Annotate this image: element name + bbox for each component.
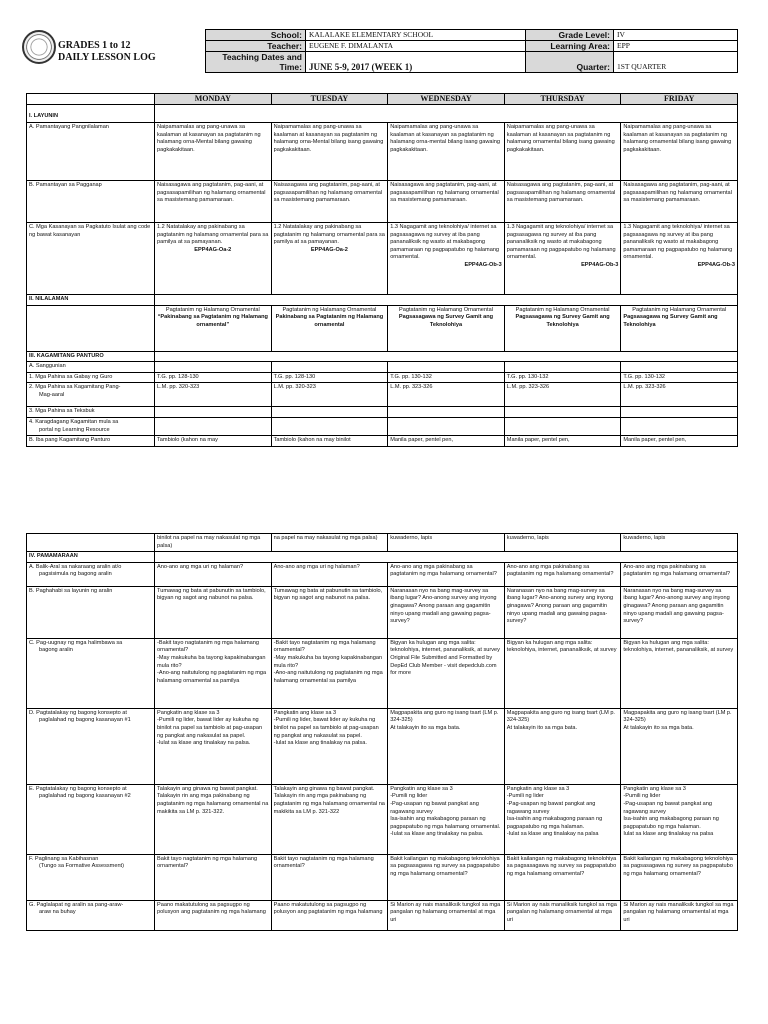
cell-iba2-tuesday: na papel na may nakasulat ng mga palsa)	[271, 534, 388, 552]
cell-pe-tuesday: Talakayin ang ginawa ng bawat pangkat. Talakayin rin ang mga pakinabang ng pagtatanim ng mga halamang ornamental na makikita sa LM p. 321-322	[271, 784, 388, 854]
cell-c-thursday: 1.3 Nagagamit ang teknolohiya/ internet sa pagsasagawa ng survey at iba pang pananaliksik ng wasto at makabagong pamamaraan ng pagpapatubo ng halamang ornamental. EPP4AG-Ob-3	[504, 223, 621, 295]
cell-iba2-monday: binilot na papel na may nakasulat ng mga palsa)	[155, 534, 272, 552]
row-label-kasanayan: C. Mga Kasanayan sa Pagkatuto Isulat ang code ng bawat kasanayan	[27, 223, 155, 295]
cell-lm-monday: L.M. pp. 320-323	[155, 383, 272, 407]
cell-pc-thursday: Bigyan ka hulugan ang mga salita: teknolohiya, internet, pananaliksik, at survey	[504, 638, 621, 708]
section-kagamitang-panturo: III. KAGAMITANG PANTURO	[27, 351, 155, 362]
log-title: GRADES 1 to 12 DAILY LESSON LOG	[58, 40, 156, 63]
cell-iba-thursday: Manila paper, pentel pen,	[504, 436, 621, 447]
cell-lm-wednesday: L.M. pp. 323-326	[388, 383, 505, 407]
cell-pa-monday: Ano-ano ang mga uri ng halaman?	[155, 562, 272, 586]
header-info-table	[205, 29, 738, 73]
cell-iba2-thursday: kuwaderno, lapis	[504, 534, 621, 552]
cell-pc-monday: -Bakit tayo nagtatanim ng mga halamang ornamental? -May makukuha ba tayong kapakinabangan mula rito? -Ano-ang naitutulong ng pagtatanim ng mga halamang ornamental sa pamilya	[155, 638, 272, 708]
cell-pd-thursday: Magpapakita ang guro ng isang tsart (LM p. 324-325) At talakayin ito sa mga bata.	[504, 708, 621, 784]
area-value: EPP	[614, 41, 738, 52]
cell-pf-wednesday: Bakit kailangan ng makabagong teknolohiya sa pagsasagawa ng survey sa pagpapatubo ng mga halamang ornamental?	[388, 854, 505, 900]
row-label-teksbuk: 3. Mga Pahina sa Teksbuk	[27, 407, 155, 418]
cell-b-tuesday: Naisasagawa ang pagtatanim, pag-aani, at pagsasapamilihan ng halamang ornamental sa masistemang pamamaraan.	[271, 181, 388, 223]
document-header	[0, 0, 768, 80]
cell-a-monday: Naipamamalas ang pang-unawa sa kaalaman at kasanayan sa pagtatanim ng halamang orna-Mental bilang gawaing pagkakakitaan.	[155, 123, 272, 181]
cell-tg-friday: T.G. pp. 130-132	[621, 372, 738, 383]
cell-pf-friday: Bakit kailangan ng makabagong teknolohiya sa pagsasagawa ng survey sa pagpapatubo ng mga halamang ornamental?	[621, 854, 738, 900]
row-label-paglalapat: G. Paglalapat ng aralin sa pang-araw- araw na buhay	[27, 900, 155, 930]
cell-b-friday: Naisasagawa ang pagtatanim, pag-aani, at pagsasapamilihan ng halamang ornamental sa masistemang pamamaraan.	[621, 181, 738, 223]
cell-pb-tuesday: Tumawag ng bata at pabunutin sa tambiolo, bigyan ng sagot ang nabunot na palsa.	[271, 586, 388, 638]
cell-pd-wednesday: Magpapakita ang guro ng isang tsart (LM p. 324-325) At talakayin ito sa mga bata.	[388, 708, 505, 784]
row-label-paghahabi: B. Paghahabi sa layunin ng aralin	[27, 586, 155, 638]
cell-nil-wednesday: Pagtatanim ng Halamang Ornamental Pagsasagawa ng Survey Gamit ang Teknolohiya	[388, 305, 505, 351]
cell-pg-monday: Paano makatutulong sa pagsugpo ng polusyon ang pagtatanim ng mga halamang	[155, 900, 272, 930]
cell-pa-wednesday: Ano-ano ang mga pakinabang sa pagtatanim ng mga halamang ornamental?	[388, 562, 505, 586]
cell-pd-friday: Magpapakita ang guro ng isang tsart (LM p. 324-325) At talakayin ito sa mga bata.	[621, 708, 738, 784]
cell-pb-thursday: Naranasan nyo na bang mag-survey sa ibang lugar? Ano-anong survey ang inyong ginagawa? Anong paraan ang gagamitin ninyo upang madali ang gawaing pagsa-survey?	[504, 586, 621, 638]
row-label-pamantayan-sa-pagganap: B. Pamantayan sa Pagganap	[27, 181, 155, 223]
cell-lm-thursday: L.M. pp. 323-326	[504, 383, 621, 407]
area-label: Learning Area:	[526, 41, 614, 52]
cell-pe-monday: Talakayin ang ginawa ng bawat pangkat. Talakayin rin ang mga pakinabang ng pagtatanim ng mga halamang ornamental na makikita sa LM p. 321-322.	[155, 784, 272, 854]
cell-pb-monday: Tumawag ng bata at pabunutin sa tambiolo, bigyan ng sagot ang nabunot na palsa.	[155, 586, 272, 638]
day-wednesday: WEDNESDAY	[388, 94, 505, 105]
cell-pf-thursday: Bakit kailangan ng makabagong teknolohiya sa pagsasagawa ng survey sa pagpapatubo ng mga halamang ornamental?	[504, 854, 621, 900]
row-label-balik-aral: A. Balik-Aral sa nakaraang aralin at/o pagsisimula ng bagong aralin	[27, 562, 155, 586]
cell-c-friday: 1.3 Nagagamit ang teknolohiya/ internet sa pagsasagawa ng survey at iba pang pananaliksik ng wasto at makabagong pamamaraan ng pagpapatubo ng halamang ornamental. EPP4AG-Ob-3	[621, 223, 738, 295]
row-label-karagdagang-kagamitan: 4. Karagdagang Kagamitan mula sa portal ng Learning Resource	[27, 417, 155, 435]
row-label-pagtatalakay-2: E. Pagtatalakay ng bagong konsepto at paglalahad ng bagong kasanayan #2	[27, 784, 155, 854]
cell-nil-thursday: Pagtatanim ng Halamang Ornamental Pagsasagawa ng Survey Gamit ang Teknolohiya	[504, 305, 621, 351]
cell-pe-friday: Pangkatin ang klase sa 3 -Pumili ng lider -Pag-usapan ng bawat pangkat ang ragawang survey Isa-isahin ang makabagong paraan ng pagpapatubo ng mga halaman. Iulat sa klase ang tinalakay na palsa	[621, 784, 738, 854]
cell-pf-monday: Bakit tayo nagtatanim ng mga halamang ornamental?	[155, 854, 272, 900]
corner-cell	[27, 94, 155, 105]
cell-a-wednesday: Naipamamalas ang pang-unawa sa kaalaman at kasanayan sa pagtatanim ng halamang orna-mental bilang isang gawaing pagkakakitaan.	[388, 123, 505, 181]
section-nilalaman: II. NILALAMAN	[27, 295, 155, 306]
cell-pc-friday: Bigyan ka hulugan ang mga salita: teknolohiya, internet, pananaliksik, at survey	[621, 638, 738, 708]
cell-pb-wednesday: Naranasan nyo na bang mag-survey sa ibang lugar? Ano-anong survey ang inyong ginagawa? Anong paraan ang gagamitin ninyo upang madali ang gawaing pagsa-survey?	[388, 586, 505, 638]
cell-lm-tuesday: L.M. pp. 320-323	[271, 383, 388, 407]
cell-pa-friday: Ano-ano ang mga pakinabang sa pagtatanim ng mga halamang ornamental?	[621, 562, 738, 586]
cell-iba2-wednesday: kuwaderno, lapis	[388, 534, 505, 552]
cell-pe-thursday: Pangkatin ang klase sa 3 -Pumili ng lider -Pag-usapan ng bawat pangkat ang ragawang survey Isa-isahin ang makabagong paraan ng pagpapatubo ng mga halaman. -Iulat sa klase ang tinalakay na palsa	[504, 784, 621, 854]
cell-lm-friday: L.M. pp. 323-326	[621, 383, 738, 407]
teacher-value: EUGENE F. DIMALANTA	[306, 41, 526, 52]
lesson-table-page-1	[26, 93, 738, 447]
cell-c-monday: 1.2 Natatalakay ang pakinabang sa pagtatanim ng halamang ornamental para sa pamilya at sa pamayanan. EPP4AG-Oa-2	[155, 223, 272, 295]
dates-label: Teaching Dates and Time:	[206, 52, 306, 73]
cell-iba-wednesday: Manila paper, pentel pen,	[388, 436, 505, 447]
cell-pa-tuesday: Ano-ano ang mga uri ng halaman?	[271, 562, 388, 586]
cell-tg-monday: T.G. pp. 128-130	[155, 372, 272, 383]
school-value: KALALAKE ELEMENTARY SCHOOL	[306, 30, 526, 41]
cell-c-tuesday: 1.2 Natatalakay ang pakinabang sa pagtatanim ng halamang ornamental para sa pamilya at sa pamayanan. EPP4AG-Oa-2	[271, 223, 388, 295]
school-label: School:	[206, 30, 306, 41]
cell-tg-tuesday: T.G. pp. 128-130	[271, 372, 388, 383]
day-monday: MONDAY	[155, 94, 272, 105]
cell-pg-wednesday: Si Marion ay nais manaliksik tungkol sa mga pangalan ng halamang ornamental at mga uri	[388, 900, 505, 930]
row-label-iba-pang-kagamitan: B. Iba pang Kagamitang Panturo	[27, 436, 155, 447]
cell-pc-wednesday: Bigyan ka hulugan ang mga salita: teknolohiya, internet, pananaliksik, at survey Original File Submitted and Formatted by DepEd Club Member - visit depedclub.com for more	[388, 638, 505, 708]
grade-label: Grade Level:	[526, 30, 614, 41]
deped-seal-icon	[22, 30, 56, 64]
section-layunin: I. LAYUNIN	[27, 105, 155, 123]
section-pamamaraan: IV. PAMAMARAAN	[27, 552, 155, 563]
cell-pg-tuesday: Paano makatutulong sa pagsugpo ng polusyon ang pagtatanim ng mga halamang	[271, 900, 388, 930]
row-label-kagamitang-mag-aaral: 2. Mga Pahina sa Kagamitang Pang- Mag-aaral	[27, 383, 155, 407]
cell-iba-monday: Tambiolo (kahon na may	[155, 436, 272, 447]
cell-pe-wednesday: Pangkatin ang klase sa 3 -Pumili ng lider -Pag-usapan ng bawat pangkat ang ragawang survey Isa-isahin ang makabagong paraan ng pagpapatubo ng mga halamang ornamental. -Iulat sa klase ang tinalakay na palsa.	[388, 784, 505, 854]
row-label-pamantayang-pangnilalaman: A. Pamantayang Pangnilalaman	[27, 123, 155, 181]
cell-nil-monday: Pagtatanim ng Halamang Ornamental “Pakinabang sa Pagtatanim ng Halamang ornamental”	[155, 305, 272, 351]
cell-nil-tuesday: Pagtatanim ng Halamang Ornamental Pakinabang sa Pagtatanim ng Halamang ornamental	[271, 305, 388, 351]
cell-pa-thursday: Ano-ano ang mga pakinabang sa pagtatanim ng mga halamang ornamental?	[504, 562, 621, 586]
dates-value: JUNE 5-9, 2017 (WEEK 1)	[306, 52, 526, 73]
cell-pg-thursday: Si Marion ay nais manaliksik tungkol sa mga pangalan ng halamang ornamental at mga uri	[504, 900, 621, 930]
lesson-table-page-2	[26, 533, 738, 931]
row-label-pagtatalakay-1: D. Pagtatalakay ng bagong konsepto at paglalahad ng bagong kasanayan #1	[27, 708, 155, 784]
row-label-sanggunian: A. Sanggunian	[27, 362, 155, 373]
cell-pg-friday: Si Marion ay nais manaliksik tungkol sa mga pangalan ng halamang ornamental at mga uri	[621, 900, 738, 930]
quarter-label: Quarter:	[526, 52, 614, 73]
cell-c-wednesday: 1.3 Nagagamit ang teknolohiya/ internet sa pagsasagawa ng survey at iba pang pananaliksik ng wasto at makabagong pamamaraan ng pagpapatubo ng halamang ornamental. EPP4AG-Ob-3	[388, 223, 505, 295]
day-tuesday: TUESDAY	[271, 94, 388, 105]
row-label-pag-uugnay: C. Pag-uugnay ng mga halimbawa sa bagong aralin	[27, 638, 155, 708]
teacher-label: Teacher:	[206, 41, 306, 52]
cell-iba2-friday: kuwaderno, lapis	[621, 534, 738, 552]
cell-iba-friday: Manila paper, pentel pen,	[621, 436, 738, 447]
cell-iba-tuesday: Tambiolo (kahon na may binilot	[271, 436, 388, 447]
day-thursday: THURSDAY	[504, 94, 621, 105]
cell-pd-monday: Pangkatin ang klase sa 3 -Pumili ng lider, bawat lider ay kukuha ng binilot na papel sa tambiolo at pag-usapan ng pangkat ang nakasulat sa papel. -Iulat sa klase ang tinalakay na palsa.	[155, 708, 272, 784]
cell-b-monday: Naisasagawa ang pagtatanim, pag-aani, at pagsasapamilihan ng halamang ornamental sa masistemang pamamaraan.	[155, 181, 272, 223]
row-label-gabay-guro: 1. Mga Pahina sa Gabay ng Guro	[27, 372, 155, 383]
cell-a-tuesday: Naipamamalas ang pang-unawa sa kaalaman at kasanayan sa pagtatanim ng halamang orna-Mental bilang isang gawaing pagkakakitaan.	[271, 123, 388, 181]
cell-b-wednesday: Naisasagawa ang pagtatanim, pag-aani, at pagsasapamilihan ng halamang ornamental sa masistemang pamamaraan.	[388, 181, 505, 223]
cell-pd-tuesday: Pangkatin ang klase sa 3 -Pumili ng lider, bawat lider ay kukuha ng binilot na papel sa tambiolo at pag-usapan ng pangkat ang nakasulat sa papel. -Iulat sa klase ang tinalakay na palsa.	[271, 708, 388, 784]
cell-tg-thursday: T.G. pp. 130-132	[504, 372, 621, 383]
cell-pb-friday: Naranasan nyo na bang mag-survey sa ibang lugar? Ano-anong survey ang inyong ginagawa? Anong paraan ang gagamitin ninyo upang madali ang gawaing pagsa-survey?	[621, 586, 738, 638]
quarter-value: 1ST QUARTER	[614, 52, 738, 73]
cell-tg-wednesday: T.G. pp. 130-132	[388, 372, 505, 383]
cell-a-thursday: Naipamamalas ang pang-unawa sa kaalaman at kasanayan sa pagtatanim ng halamang ornamental bilang isang gawaing pagkakakitaan.	[504, 123, 621, 181]
grade-value: IV	[614, 30, 738, 41]
cell-pc-tuesday: -Bakit tayo nagtatanim ng mga halamang ornamental? -May makukuha ba tayong kapakinabangan mula rito? -Ano-ang naitutulong ng pagtatanim ng mga halamang ornamental sa pamilya	[271, 638, 388, 708]
cell-nil-friday: Pagtatanim ng Halamang Ornamental Pagsasagawa ng Survey Gamit ang Teknolohiya	[621, 305, 738, 351]
cell-b-thursday: Naisasagawa ang pagtatanim, pag-aani, at pagsasapamilihan ng halamang ornamental sa masistemang pamamaraan.	[504, 181, 621, 223]
cell-a-friday: Naipamamalas ang pang-unawa sa kaalaman at kasanayan sa pagtatanim ng halamang ornamental bilang isang gawaing pagkakakitaan.	[621, 123, 738, 181]
cell-pf-tuesday: Bakit tayo nagtatanim ng mga halamang ornamental?	[271, 854, 388, 900]
row-label-paglinang: F. Paglinang sa Kabihasnan (Tungo sa Formative Assessment)	[27, 854, 155, 900]
day-friday: FRIDAY	[621, 94, 738, 105]
